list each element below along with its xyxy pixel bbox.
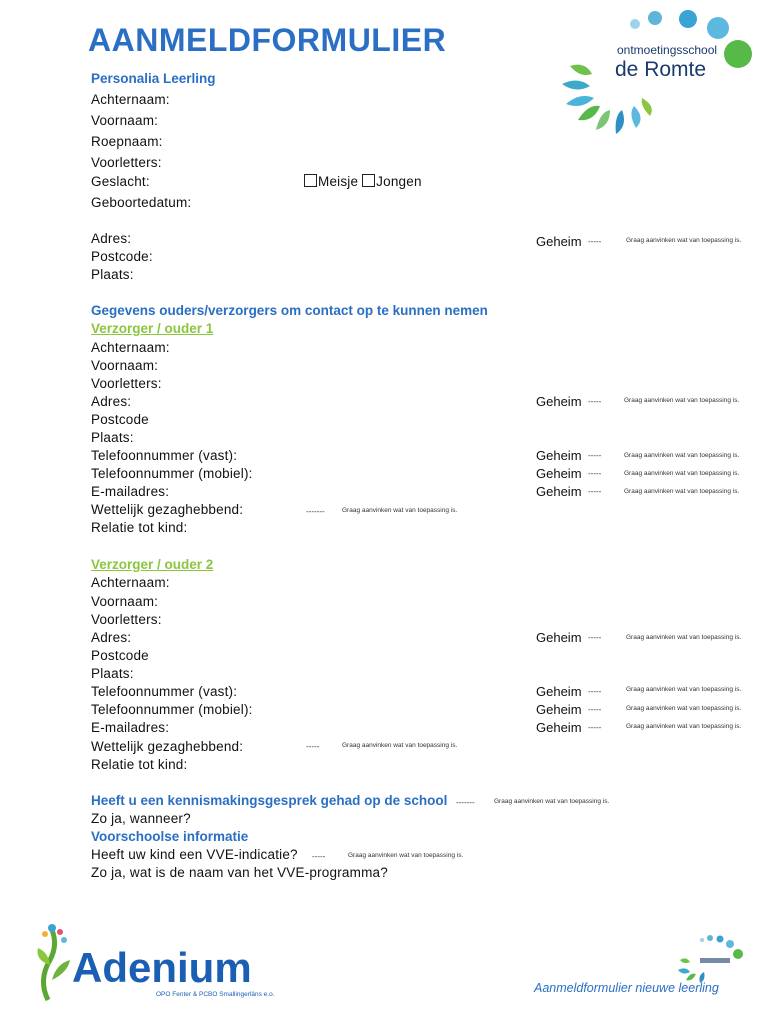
student-adres-label: Adres:	[91, 231, 132, 246]
check-note: Graag aanvinken wat van toepassing is.	[342, 507, 458, 514]
geheim-label: Geheim	[536, 394, 582, 409]
student-voorletters-label: Voorletters:	[91, 155, 162, 170]
ouder2-email-label: E-mailadres:	[91, 720, 170, 735]
geheim-label: Geheim	[536, 448, 582, 463]
ouder2-plaats-label: Plaats:	[91, 666, 134, 681]
de-romte-small-logo	[668, 930, 748, 985]
ouder2-postcode-label: Postcode	[91, 648, 149, 663]
romte-top-text: ontmoetingsschool	[617, 43, 718, 57]
check-note: Graag aanvinken wat van toepassing is.	[626, 237, 742, 244]
student-voornaam-label: Voornaam:	[91, 113, 159, 128]
adenium-logo	[30, 920, 290, 1010]
ouder1-adres-label: Adres:	[91, 394, 132, 409]
vve-question: Heeft uw kind een VVE-indicatie?	[91, 847, 298, 862]
geheim-answer-line[interactable]: -----	[588, 633, 602, 642]
check-note: Graag aanvinken wat van toepassing is.	[624, 452, 740, 459]
check-note: Graag aanvinken wat van toepassing is.	[624, 397, 740, 404]
ouder1-tel-mobiel-label: Telefoonnummer (mobiel):	[91, 466, 253, 481]
jongen-label: Jongen	[376, 174, 422, 189]
geheim-label: Geheim	[536, 234, 582, 249]
geheim-label: Geheim	[536, 466, 582, 481]
ouder2-gezag-label: Wettelijk gezaghebbend:	[91, 739, 244, 754]
vve-naam-label: Zo ja, wat is de naam van het VVE-programma?	[91, 865, 388, 880]
student-achternaam-label: Achternaam:	[91, 92, 170, 107]
geheim-answer-line[interactable]: -----	[588, 723, 602, 732]
ouder2-relatie-label: Relatie tot kind:	[91, 757, 188, 772]
geheim-label: Geheim	[536, 702, 582, 717]
footer-caption: Aanmeldformulier nieuwe leerling	[534, 981, 719, 995]
voorschoolse-heading: Voorschoolse informatie	[91, 829, 249, 844]
ouder1-postcode-label: Postcode	[91, 412, 149, 427]
geheim-answer-line[interactable]: -----	[588, 469, 602, 478]
student-geboortedatum-label: Geboortedatum:	[91, 195, 192, 210]
ouder2-voorletters-label: Voorletters:	[91, 612, 162, 627]
ouder1-voorletters-label: Voorletters:	[91, 376, 162, 391]
de-romte-logo	[560, 6, 760, 146]
geheim-answer-line[interactable]: -----	[588, 237, 602, 246]
kennismaking-answer-line[interactable]: -------	[456, 798, 475, 807]
check-note: Graag aanvinken wat van toepassing is.	[342, 742, 458, 749]
ouder1-tel-vast-label: Telefoonnummer (vast):	[91, 448, 238, 463]
ouder1-voornaam-label: Voornaam:	[91, 358, 159, 373]
adenium-sub-text: OPO Fenter & PCBO Smallingerlâns e.o.	[156, 991, 275, 998]
geheim-label: Geheim	[536, 684, 582, 699]
geheim-answer-line[interactable]: -----	[588, 451, 602, 460]
ouder1-gezag-label: Wettelijk gezaghebbend:	[91, 502, 244, 517]
kennismaking-question: Heeft u een kennismakingsgesprek gehad op de school	[91, 793, 448, 808]
ouder2-achternaam-label: Achternaam:	[91, 575, 170, 590]
meisje-checkbox[interactable]	[304, 174, 317, 187]
student-geslacht-label: Geslacht:	[91, 174, 150, 189]
check-note: Graag aanvinken wat van toepassing is.	[626, 634, 742, 641]
gender-options	[304, 174, 422, 189]
check-note: Graag aanvinken wat van toepassing is.	[624, 488, 740, 495]
geheim-label: Geheim	[536, 630, 582, 645]
ouder2-adres-label: Adres:	[91, 630, 132, 645]
geheim-answer-line[interactable]: -----	[588, 487, 602, 496]
romte-name-text: de Romte	[615, 58, 707, 81]
ouder2-voornaam-label: Voornaam:	[91, 594, 159, 609]
student-roepnaam-label: Roepnaam:	[91, 134, 163, 149]
section-student-heading: Personalia Leerling	[91, 71, 216, 86]
adenium-flower-icon	[38, 924, 71, 1000]
geheim-answer-line[interactable]: -----	[588, 397, 602, 406]
vve-answer-line[interactable]: -----	[312, 852, 326, 861]
check-note: Graag aanvinken wat van toepassing is.	[624, 470, 740, 477]
ouder2-tel-mobiel-label: Telefoonnummer (mobiel):	[91, 702, 253, 717]
ouder1-heading: Verzorger / ouder 1	[91, 321, 214, 336]
check-note: Graag aanvinken wat van toepassing is.	[494, 798, 610, 805]
geheim-label: Geheim	[536, 720, 582, 735]
adenium-name-text: Adenium	[72, 944, 252, 991]
ouder1-relatie-label: Relatie tot kind:	[91, 520, 188, 535]
ouder1-gezag-answer-line[interactable]: -------	[306, 507, 325, 516]
geheim-label: Geheim	[536, 484, 582, 499]
meisje-label: Meisje	[318, 174, 359, 189]
geheim-answer-line[interactable]: -----	[588, 705, 602, 714]
page-title: AANMELDFORMULIER	[88, 22, 447, 58]
geheim-answer-line[interactable]: -----	[588, 687, 602, 696]
check-note: Graag aanvinken wat van toepassing is.	[348, 852, 464, 859]
ouder1-achternaam-label: Achternaam:	[91, 340, 170, 355]
student-postcode-label: Postcode:	[91, 249, 153, 264]
ouder2-heading: Verzorger / ouder 2	[91, 557, 214, 572]
check-note: Graag aanvinken wat van toepassing is.	[626, 723, 742, 730]
wanneer-label: Zo ja, wanneer?	[91, 811, 191, 826]
student-plaats-label: Plaats:	[91, 267, 134, 282]
jongen-checkbox[interactable]	[362, 174, 375, 187]
ouder1-email-label: E-mailadres:	[91, 484, 170, 499]
ouder2-tel-vast-label: Telefoonnummer (vast):	[91, 684, 238, 699]
check-note: Graag aanvinken wat van toepassing is.	[626, 686, 742, 693]
section-parents-heading: Gegevens ouders/verzorgers om contact op te kunnen nemen	[91, 303, 488, 318]
ouder2-gezag-answer-line[interactable]: -----	[306, 742, 320, 751]
ouder1-plaats-label: Plaats:	[91, 430, 134, 445]
check-note: Graag aanvinken wat van toepassing is.	[626, 705, 742, 712]
